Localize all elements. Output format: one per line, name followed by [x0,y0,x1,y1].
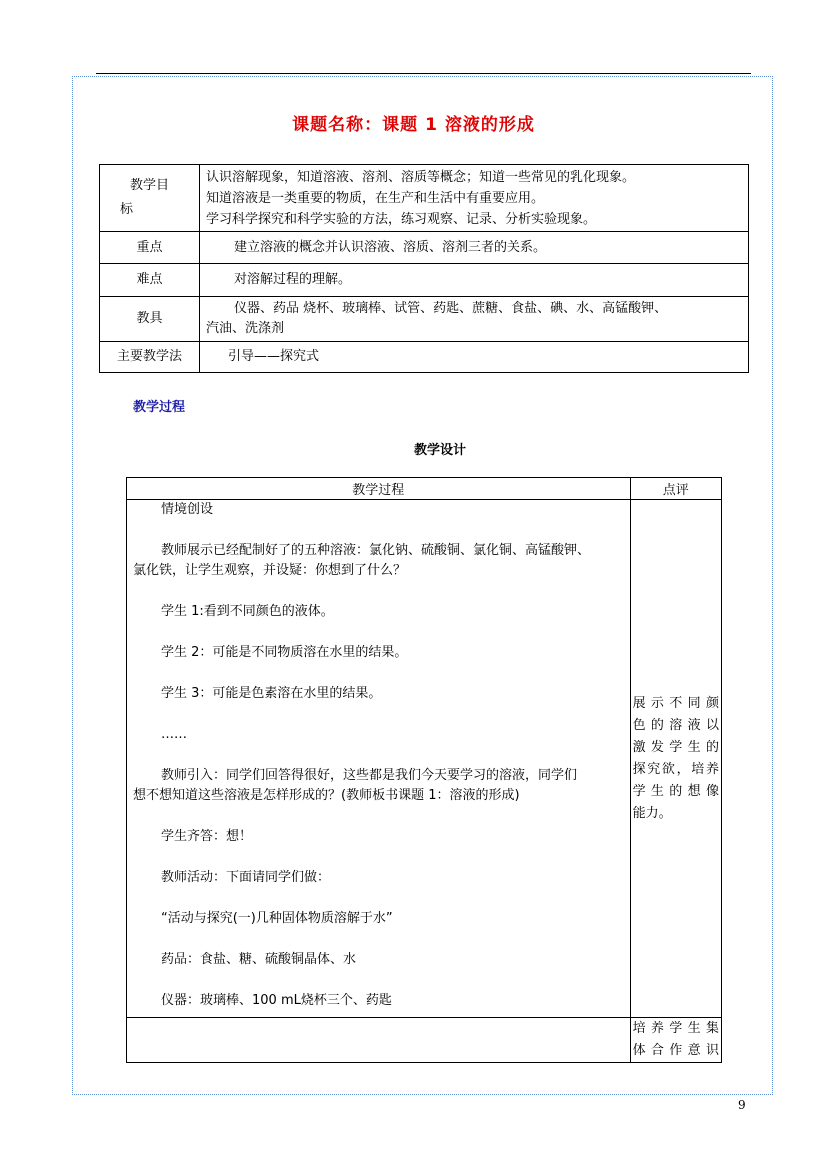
tools-content [200,297,749,342]
process-line: 学生齐答：想！ [161,829,253,844]
lesson-title: 课题名称：课题 1 溶液的形成 [292,115,535,135]
goals-row [100,165,749,232]
process-line: 教师引入：同学们回答得很好，这些都是我们今天要学习的溶液，同学们 [161,768,578,783]
goal-line: 学习科学探究和科学实验的方法，练习观察、记录、分析实验现象。 [206,211,597,227]
comment-line: 培养学生集 [632,1021,719,1036]
method-text: 引导——探究式 [200,342,749,373]
tools-line-2: 汽油、洗涤剂 [206,321,285,336]
header-process: 教学过程 [127,478,631,500]
goals-label [100,165,200,232]
tools-line-1: 仪器、药品 烧杯、玻璃棒、试管、药匙、蔗糖、食盐、碘、水、高锰酸钾、 [234,301,668,316]
method-row [100,342,749,373]
comment-line: 体合作意识 [632,1043,719,1058]
process-line: 教师活动：下面请同学们做： [161,870,331,885]
lesson-design-table [126,477,722,1063]
comment-line: 色的溶液以 [632,717,719,733]
page-number: 9 [738,1098,746,1112]
goals-label-line1: 教学目 [129,178,169,193]
difficulty-text: 对溶解过程的理解。 [200,264,749,297]
goal-line: 知道溶液是一类重要的物质，在生产和生活中有重要应用。 [206,190,545,206]
key-point-label: 重点 [100,232,200,264]
comment-line: 探究欲，培养 [632,761,719,777]
process-line: 想不想知道这些溶液是怎样形成的？(教师板书课题 1：溶液的形成) [133,788,520,803]
goals-content [200,165,749,232]
key-point-text: 建立溶液的概念并认识溶液、溶质、溶剂三者的关系。 [200,232,749,264]
difficulty-row [100,264,749,297]
process-line: 教师展示已经配制好了的五种溶液：氯化钠、硫酸铜、氯化铜、高锰酸钾、 [161,543,591,558]
goal-line: 认识溶解现象，知道溶液、溶剂、溶质等概念；知道一些常见的乳化现象。 [206,169,636,185]
tools-label: 教具 [100,297,200,342]
process-line: 学生 3：可能是色素溶在水里的结果。 [161,686,382,701]
comment-cell [630,500,721,1018]
design-row-2 [127,1018,722,1063]
process-line: 仪器：玻璃棒、100 mL烧杯三个、药匙 [161,993,392,1008]
tools-row [100,297,749,342]
method-label: 主要教学法 [100,342,200,373]
process-line: “活动与探究(一)几种固体物质溶解于水” [161,911,393,926]
comment-cell-2 [630,1018,721,1063]
process-line: 学生 1:看到不同颜色的液体。 [161,604,334,619]
process-line: 情境创设 [161,502,214,517]
process-line: 氯化铁，让学生观察，并设疑：你想到了什么？ [133,563,407,578]
design-header-row [127,478,722,500]
design-heading: 教学设计 [413,443,466,458]
lesson-info-table [99,164,749,373]
process-line: 学生 2：可能是不同物质溶在水里的结果。 [161,645,408,660]
process-cell-2 [127,1018,631,1063]
goals-label-line2: 标 [119,202,133,217]
header-comment: 点评 [630,478,721,500]
comment-line: 展示不同颜 [632,695,719,711]
process-cell [127,500,631,1018]
difficulty-label: 难点 [100,264,200,297]
header-rule [96,73,751,74]
comment-line: 学生的想像 [632,783,719,799]
key-point-row [100,232,749,264]
comment-line: 能力。 [632,805,672,821]
design-row-1 [127,500,722,1018]
comment-line: 激发学生的 [632,739,719,755]
process-line: 药品：食盐、糖、硫酸铜晶体、水 [161,952,357,967]
process-line: …… [161,727,187,742]
section-heading: 教学过程 [133,400,186,415]
